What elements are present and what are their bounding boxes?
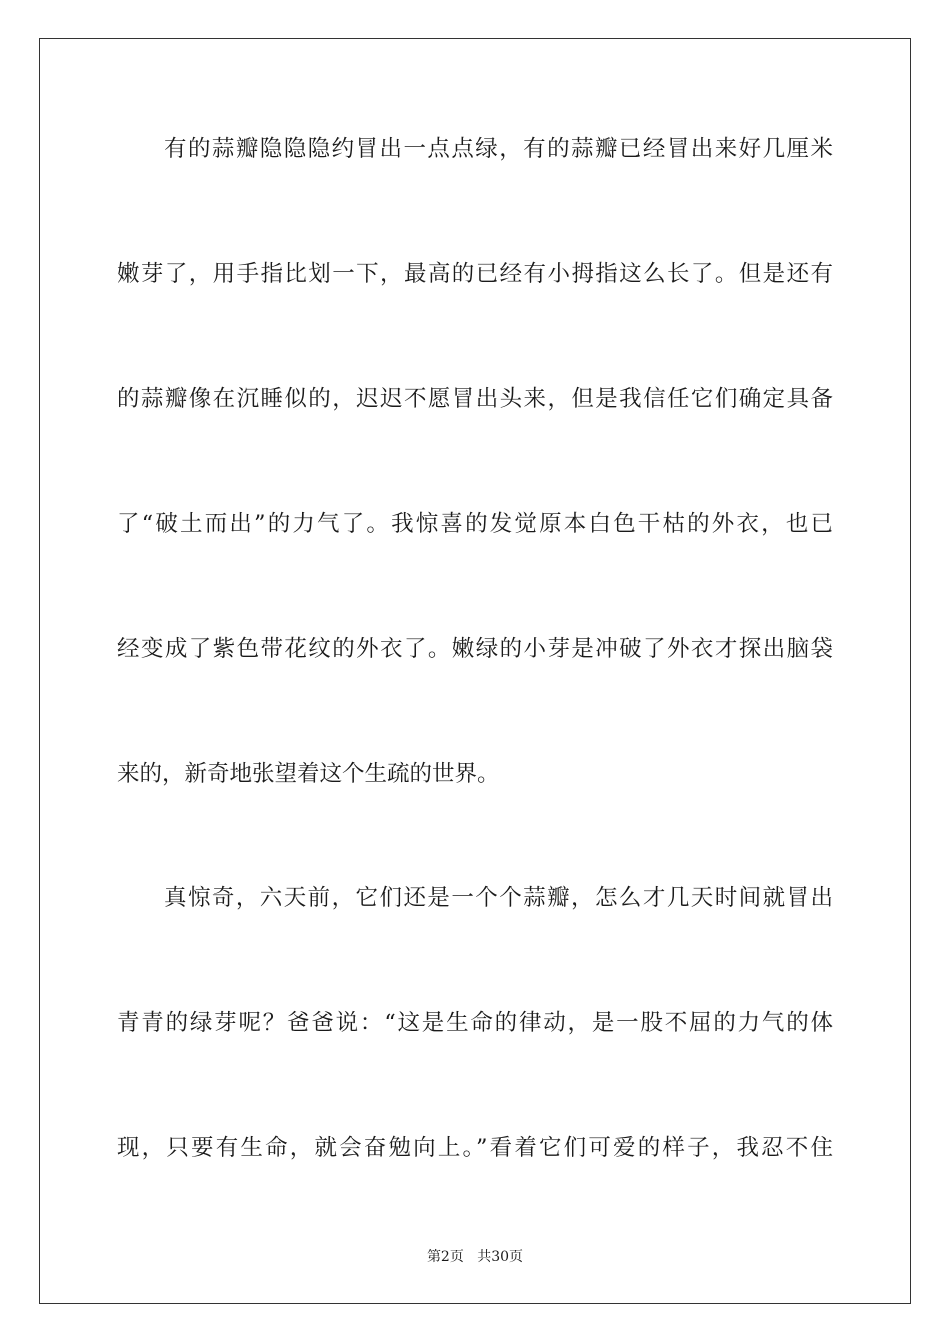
page-number: 第2页 [426, 1249, 464, 1265]
paragraph-line: 有的蒜瓣隐隐隐约冒出一点点绿，有的蒜瓣已经冒出来好几厘米 [164, 136, 833, 162]
paragraph-line: 嫩芽了，用手指比划一下，最高的已经有小拇指这么长了。但是还有 [117, 261, 833, 287]
paragraph-line: 来的，新奇地张望着这个生疏的世界。 [117, 761, 500, 787]
paragraph-line: 真惊奇，六天前，它们还是一个个蒜瓣，怎么才几天时间就冒出 [164, 885, 833, 911]
paragraph-line: 经变成了紫色带花纹的外衣了。嫩绿的小芽是冲破了外衣才探出脑袋 [117, 636, 833, 662]
paragraph-line: 青青的绿芽呢？爸爸说：“这是生命的律动，是一股不屈的力气的体 [117, 1010, 833, 1036]
page-total: 共30页 [477, 1249, 524, 1265]
paragraph-line: 的蒜瓣像在沉睡似的，迟迟不愿冒出头来，但是我信任它们确定具备 [117, 386, 833, 412]
paragraph-line: 现，只要有生命，就会奋勉向上。”看着它们可爱的样子，我忍不住 [117, 1135, 833, 1161]
paragraph-line: 了“破土而出”的力气了。我惊喜的发觉原本白色干枯的外衣，也已 [117, 511, 833, 537]
page-footer [0, 1246, 950, 1268]
page-border [39, 38, 911, 1304]
